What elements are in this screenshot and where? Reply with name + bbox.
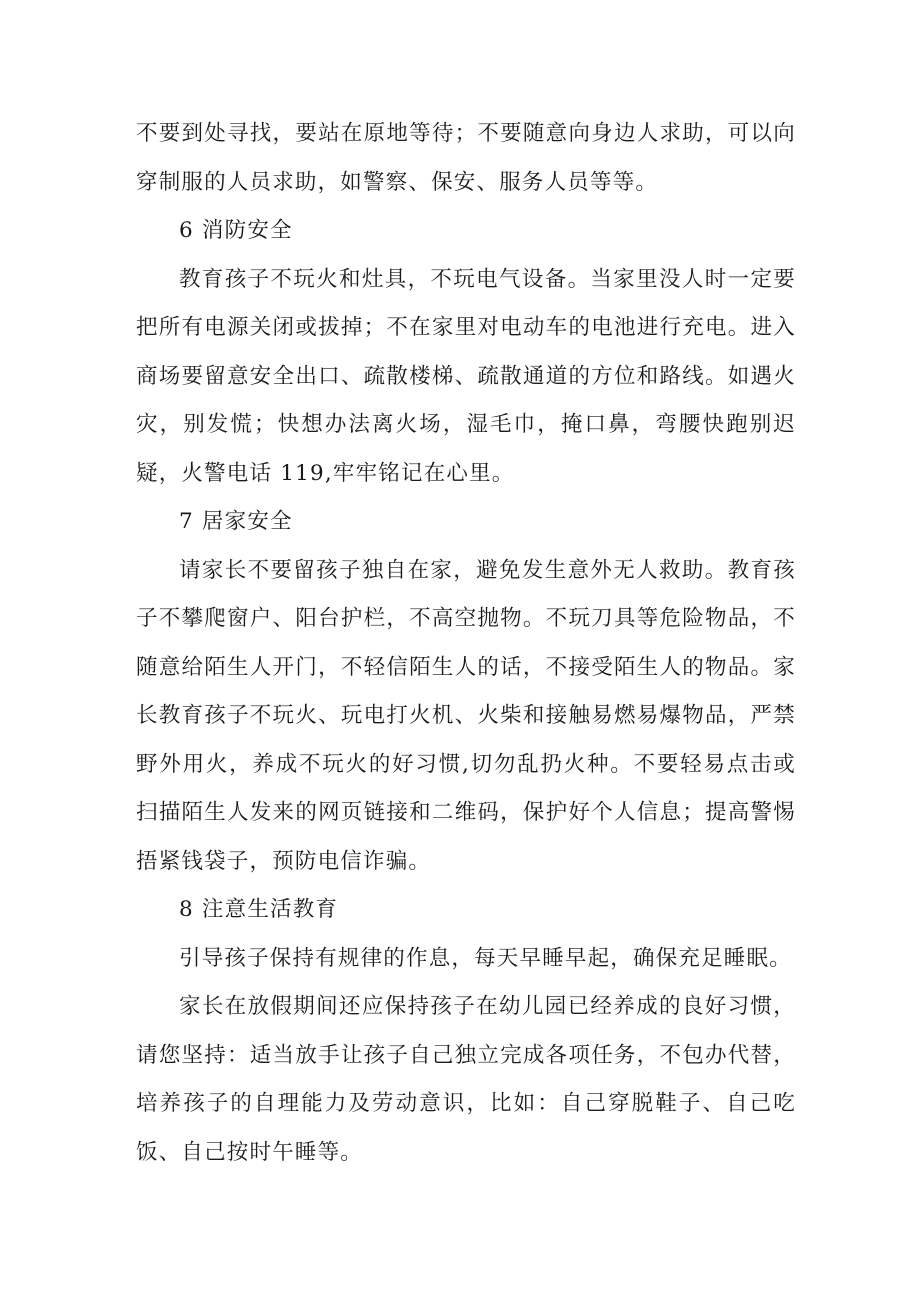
paragraph-sleep-routine: 引导孩子保持有规律的作息，每天早睡早起，确保充足睡眠。 [179,945,792,971]
heading-life-education: 8 注意生活教育 [179,897,339,922]
heading-home-safety: 7 居家安全 [179,509,293,534]
document-body [136,110,796,1177]
heading-fire-safety: 6 消防安全 [179,218,293,243]
paragraph-fire-safety: 教育孩子不玩火和灶具，不玩电气设备。当家里没人时一定要把所有电源关闭或拔掉；不在家里对电动车的电池进行充电。进入商场要留意安全出口、疏散楼梯、疏散通道的方位和路线。如遇火灾，别发慌；快想办法离火场，湿毛巾，掩口鼻，弯腰快跑别迟疑，火警电话 119,牢牢铭记在心里。 [136,266,796,486]
paragraph-good-habits: 家长在放假期间还应保持孩子在幼儿园已经养成的良好习惯，请您坚持：适当放手让孩子自己独立完成各项任务，不包办代替，培养孩子的自理能力及劳动意识，比如：自己穿脱鞋子、自己吃饭、自己按时午睡等。 [136,994,796,1165]
paragraph-home-safety: 请家长不要留孩子独自在家，避免发生意外无人救助。教育孩子不攀爬窗户、阳台护栏，不高空抛物。不玩刀具等危险物品，不随意给陌生人开门，不轻信陌生人的话，不接受陌生人的物品。家长教育孩子不玩火、玩电打火机、火柴和接触易燃易爆物品，严禁野外用火，养成不玩火的好习惯,切勿乱扔火种。不要轻易点击或扫描陌生人发来的网页链接和二维码，保护好个人信息；提高警惕捂紧钱袋子，预防电信诈骗。 [136,557,796,874]
paragraph-lost-child: 不要到处寻找，要站在原地等待；不要随意向身边人求助，可以向穿制服的人员求助，如警察、保安、服务人员等等。 [136,121,796,195]
